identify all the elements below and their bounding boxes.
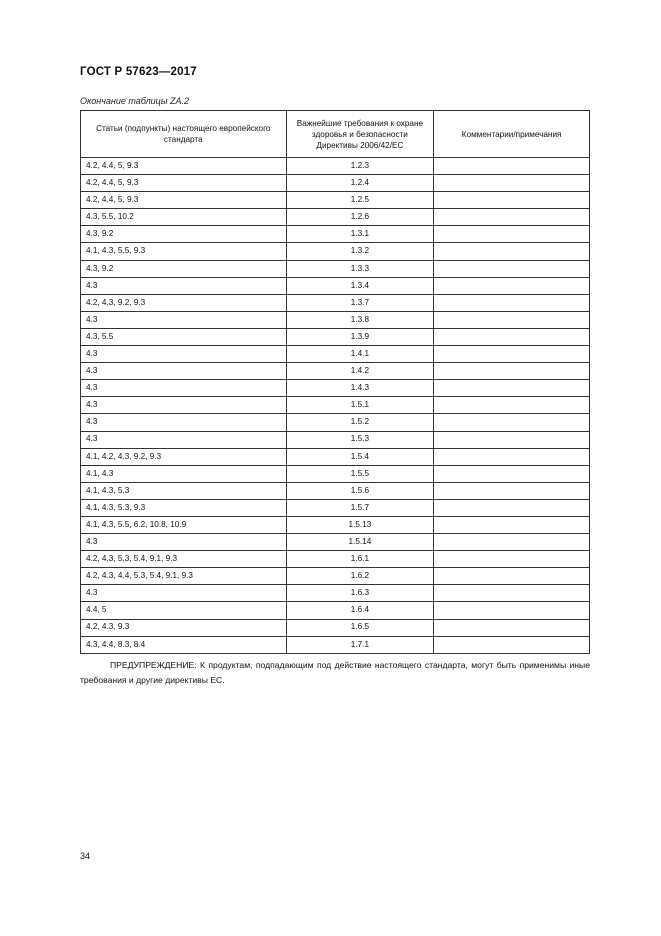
table-row [81, 414, 590, 431]
table-row [81, 294, 590, 311]
cell-requirement: 1.5.1 [286, 397, 434, 414]
cell-requirement: 1.5.6 [286, 482, 434, 499]
cell-comment [434, 294, 590, 311]
cell-comment [434, 311, 590, 328]
cell-comment [434, 414, 590, 431]
cell-clauses: 4.3, 5.5, 10.2 [81, 209, 287, 226]
table-row [81, 499, 590, 516]
cell-clauses: 4.1, 4.3 [81, 465, 287, 482]
cell-comment [434, 346, 590, 363]
cell-requirement: 1.5.4 [286, 448, 434, 465]
table-row [81, 175, 590, 192]
cell-requirement: 1.7.1 [286, 636, 434, 653]
table-row [81, 328, 590, 345]
table-row [81, 431, 590, 448]
table-body [81, 158, 590, 654]
cell-requirement: 1.5.2 [286, 414, 434, 431]
cell-comment [434, 277, 590, 294]
table-row [81, 465, 590, 482]
table-caption: Окончание таблицы ZA.2 [80, 96, 189, 106]
cell-requirement: 1.2.6 [286, 209, 434, 226]
cell-clauses: 4.4, 5 [81, 602, 287, 619]
table-row [81, 158, 590, 175]
cell-requirement: 1.3.2 [286, 243, 434, 260]
table-row [81, 192, 590, 209]
table-row [81, 311, 590, 328]
table-row [81, 226, 590, 243]
cell-comment [434, 243, 590, 260]
warning-note [80, 658, 590, 688]
table-row [81, 482, 590, 499]
cell-clauses: 4.2, 4.3, 5.3, 5.4, 9.1, 9.3 [81, 551, 287, 568]
cell-comment [434, 260, 590, 277]
table-row [81, 260, 590, 277]
cell-clauses: 4.1, 4.3, 5.3 [81, 482, 287, 499]
cell-requirement: 1.3.1 [286, 226, 434, 243]
cell-requirement: 1.2.3 [286, 158, 434, 175]
cell-clauses: 4.3, 4.4, 8.3, 8.4 [81, 636, 287, 653]
cell-comment [434, 636, 590, 653]
cell-clauses: 4.3, 9.2 [81, 226, 287, 243]
table-row [81, 568, 590, 585]
cell-clauses: 4.3 [81, 414, 287, 431]
cell-clauses: 4.2, 4.3, 9.3 [81, 619, 287, 636]
cell-clauses: 4.3 [81, 534, 287, 551]
cell-requirement: 1.4.2 [286, 363, 434, 380]
cell-requirement: 1.5.3 [286, 431, 434, 448]
cell-clauses: 4.2, 4.3, 4.4, 5.3, 5.4, 9.1, 9.3 [81, 568, 287, 585]
cell-requirement: 1.6.2 [286, 568, 434, 585]
cell-requirement: 1.6.3 [286, 585, 434, 602]
table-row [81, 551, 590, 568]
column-header-requirements: Важнейшие требования к охране здоровья и безопасности Директивы 2006/42/ЕС [286, 111, 434, 158]
table-header-row [81, 111, 590, 158]
table-row [81, 363, 590, 380]
cell-requirement: 1.5.14 [286, 534, 434, 551]
cell-comment [434, 158, 590, 175]
cell-comment [434, 482, 590, 499]
cell-clauses: 4.3 [81, 277, 287, 294]
cell-clauses: 4.3, 9.2 [81, 260, 287, 277]
page-number: 34 [80, 851, 91, 861]
cell-comment [434, 431, 590, 448]
cell-clauses: 4.3 [81, 311, 287, 328]
cell-requirement: 1.3.7 [286, 294, 434, 311]
table-row [81, 243, 590, 260]
column-header-comments: Комментарии/примечания [434, 111, 590, 158]
cell-comment [434, 465, 590, 482]
cell-comment [434, 397, 590, 414]
cell-clauses: 4.3 [81, 380, 287, 397]
table-row [81, 448, 590, 465]
cell-requirement: 1.6.4 [286, 602, 434, 619]
cell-comment [434, 602, 590, 619]
cell-comment [434, 380, 590, 397]
table-row [81, 585, 590, 602]
cell-clauses: 4.3 [81, 431, 287, 448]
table-row [81, 516, 590, 533]
table-row [81, 209, 590, 226]
cell-clauses: 4.3 [81, 363, 287, 380]
document-header: ГОСТ Р 57623—2017 [80, 66, 197, 78]
cell-clauses: 4.3 [81, 397, 287, 414]
cell-requirement: 1.5.7 [286, 499, 434, 516]
cell-requirement: 1.4.3 [286, 380, 434, 397]
warning-text: ПРЕДУПРЕЖДЕНИЕ: К продуктам, подпадающим под действие настоящего стандарта, могут быть применимы иные требования и другие директивы ЕС. [80, 660, 590, 685]
cell-comment [434, 175, 590, 192]
cell-comment [434, 619, 590, 636]
cell-requirement: 1.3.3 [286, 260, 434, 277]
table-row [81, 277, 590, 294]
column-header-clauses: Статьи (подпункты) настоящего европейского стандарта [81, 111, 287, 158]
table-row [81, 619, 590, 636]
table-row [81, 602, 590, 619]
cell-requirement: 1.2.4 [286, 175, 434, 192]
cell-comment [434, 192, 590, 209]
cell-comment [434, 328, 590, 345]
cell-comment [434, 209, 590, 226]
table-row [81, 636, 590, 653]
cell-requirement: 1.3.9 [286, 328, 434, 345]
cell-comment [434, 585, 590, 602]
cell-clauses: 4.3, 5.5 [81, 328, 287, 345]
cell-comment [434, 534, 590, 551]
table-row [81, 397, 590, 414]
cell-comment [434, 568, 590, 585]
table-row [81, 380, 590, 397]
table-row [81, 534, 590, 551]
cell-comment [434, 499, 590, 516]
cell-comment [434, 448, 590, 465]
cell-clauses: 4.2, 4.4, 5, 9.3 [81, 158, 287, 175]
cell-clauses: 4.2, 4.3, 9.2, 9.3 [81, 294, 287, 311]
table-row [81, 346, 590, 363]
cell-requirement: 1.6.1 [286, 551, 434, 568]
cell-clauses: 4.3 [81, 346, 287, 363]
cell-clauses: 4.1, 4.3, 5.3, 9.3 [81, 499, 287, 516]
cell-requirement: 1.6.5 [286, 619, 434, 636]
cell-requirement: 1.2.5 [286, 192, 434, 209]
cell-clauses: 4.1, 4.2, 4.3, 9.2, 9.3 [81, 448, 287, 465]
cell-clauses: 4.2, 4.4, 5, 9.3 [81, 192, 287, 209]
cell-clauses: 4.2, 4.4, 5, 9.3 [81, 175, 287, 192]
cell-clauses: 4.3 [81, 585, 287, 602]
cell-requirement: 1.3.4 [286, 277, 434, 294]
cell-comment [434, 226, 590, 243]
cell-clauses: 4.1, 4.3, 5.5, 6.2, 10.8, 10.9 [81, 516, 287, 533]
cell-requirement: 1.5.5 [286, 465, 434, 482]
requirements-table [80, 110, 590, 654]
cell-comment [434, 363, 590, 380]
cell-clauses: 4.1, 4.3, 5.5, 9.3 [81, 243, 287, 260]
cell-comment [434, 516, 590, 533]
cell-comment [434, 551, 590, 568]
cell-requirement: 1.3.8 [286, 311, 434, 328]
cell-requirement: 1.4.1 [286, 346, 434, 363]
cell-requirement: 1.5.13 [286, 516, 434, 533]
